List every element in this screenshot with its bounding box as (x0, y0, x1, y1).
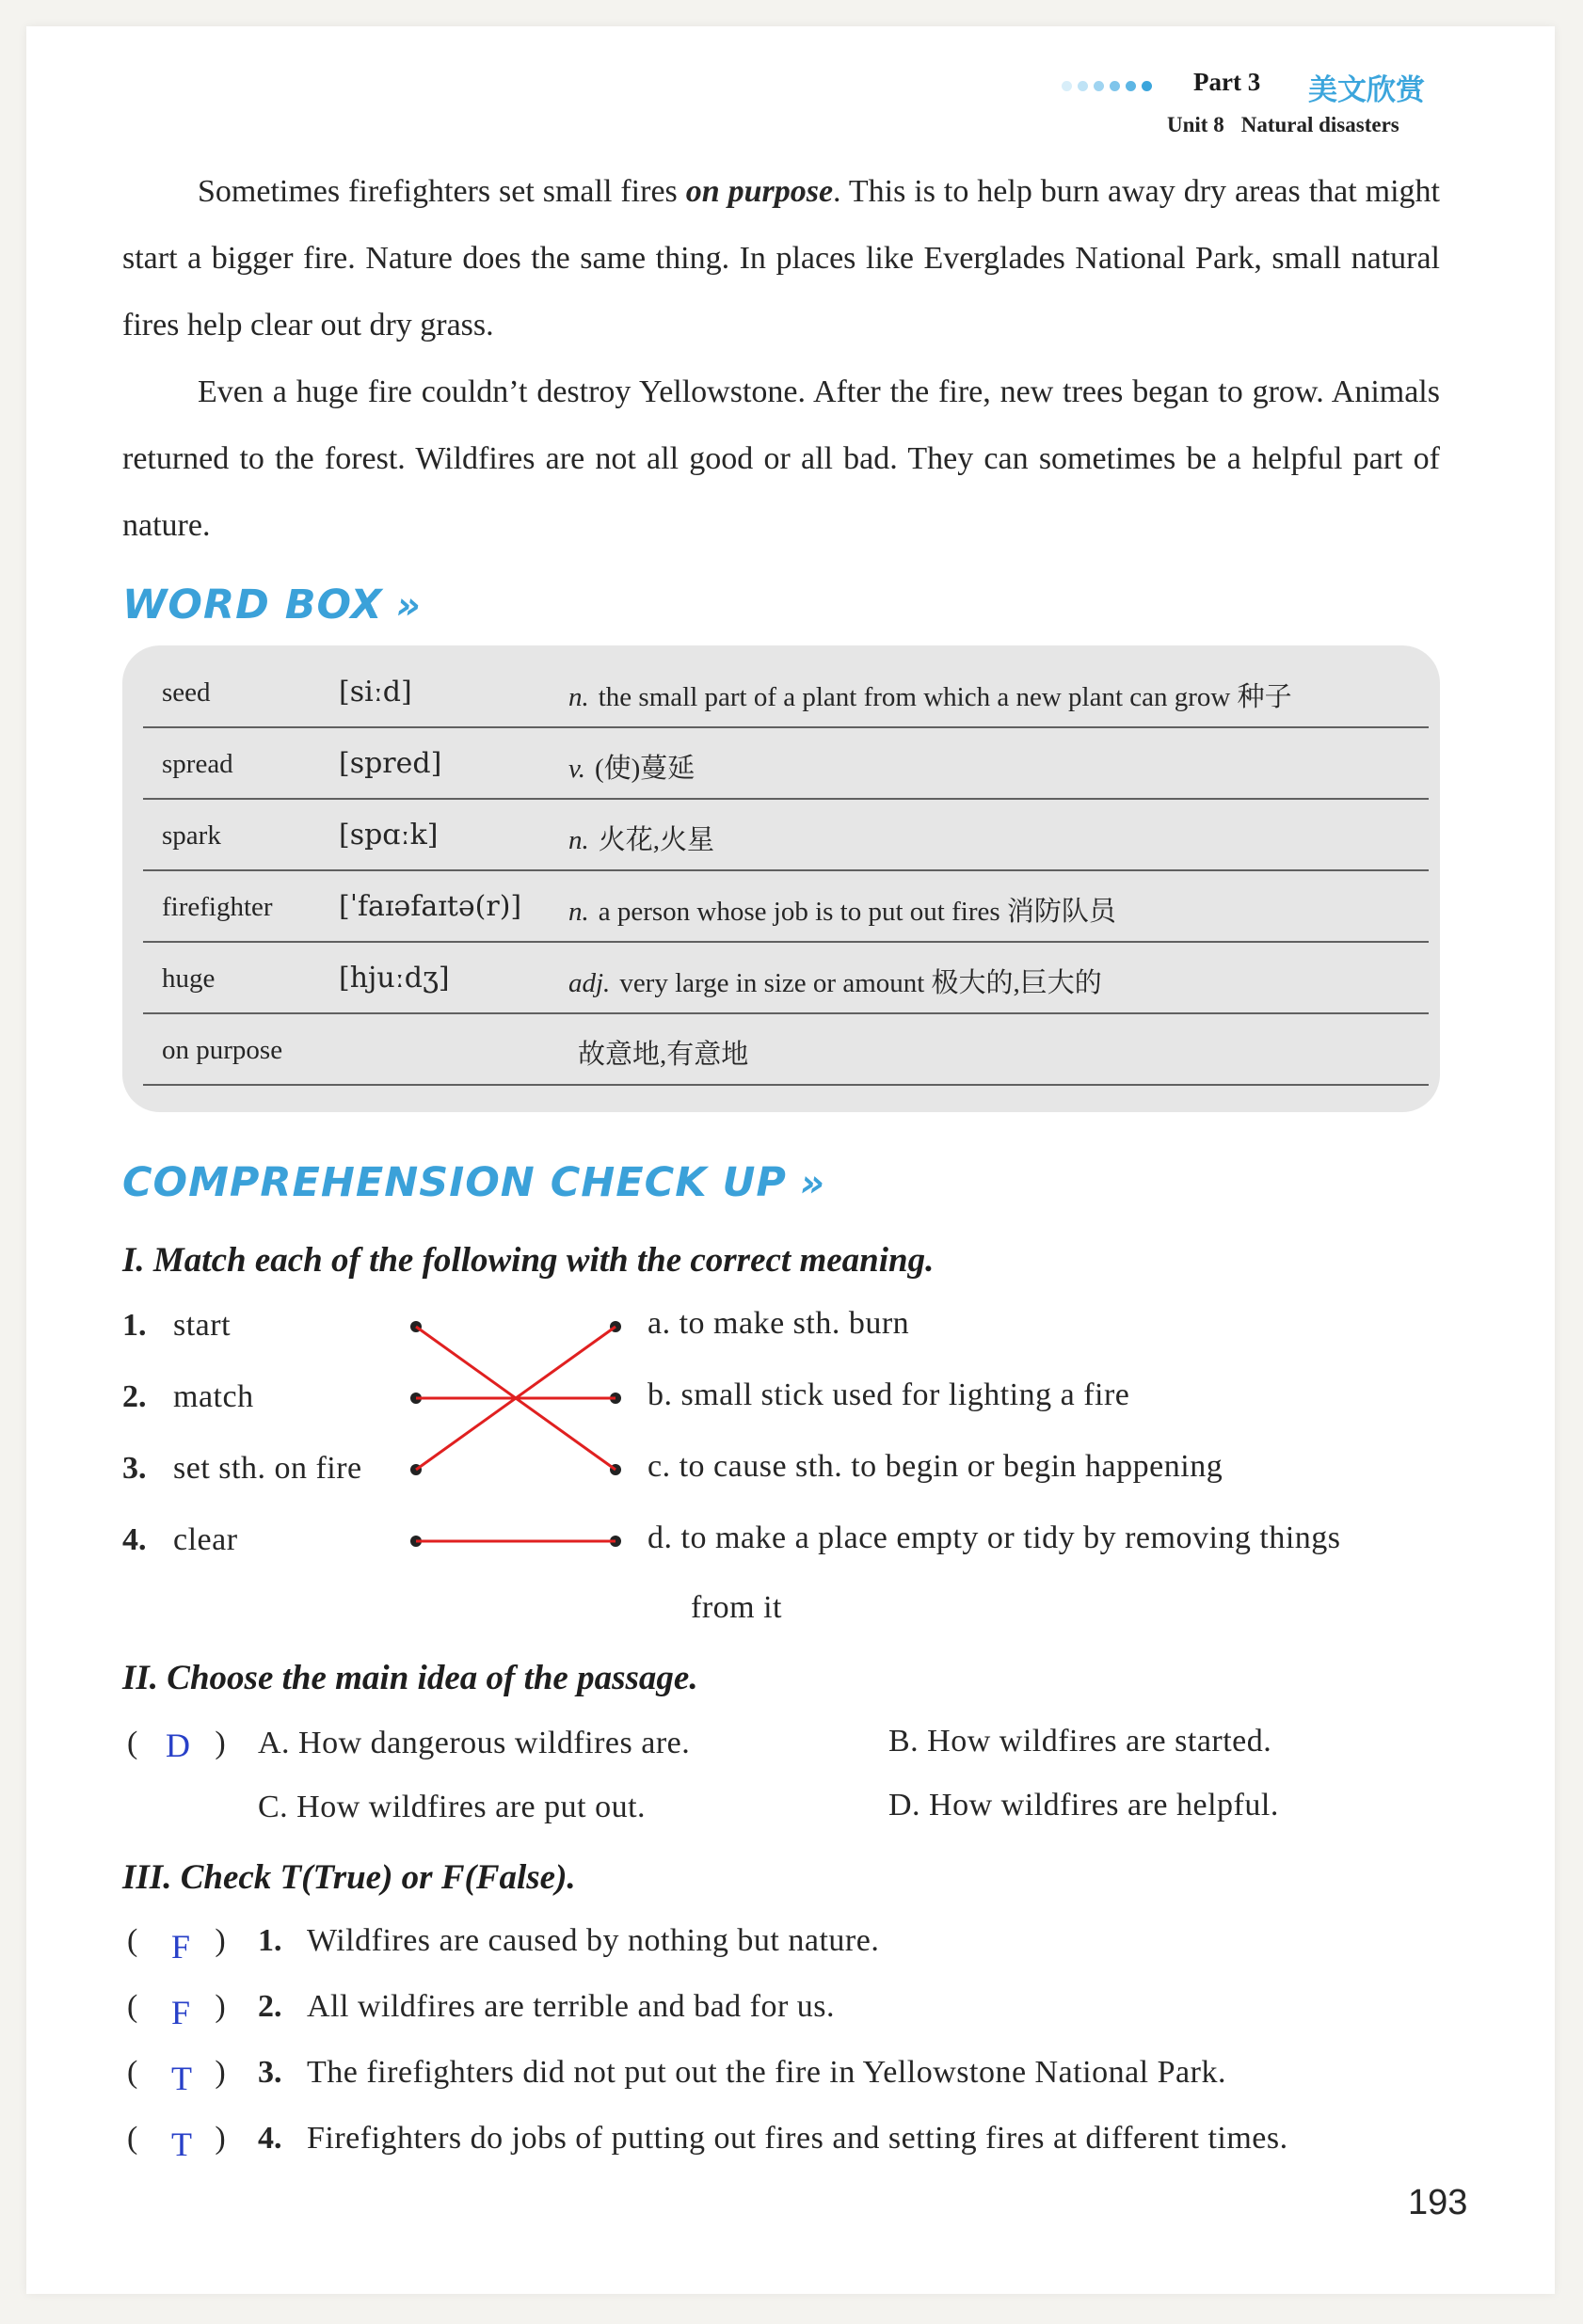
word: firefighter (162, 892, 273, 922)
option: D. How wildfires are helpful. (888, 1788, 1279, 1823)
phonetic: [siːd] (339, 676, 412, 708)
header-unit-label: Unit 8 (1167, 113, 1224, 136)
item-num: 1. (258, 1923, 282, 1958)
part-of-speech: adj. (568, 968, 611, 998)
item-num: 2. (258, 1989, 282, 2024)
answer-mark: T (171, 2060, 192, 2097)
answer-paren: ( ) (127, 2055, 226, 2090)
chevron-right-icon: » (395, 584, 422, 628)
part3-heading: III. Check T(True) or F(False). (122, 1858, 576, 1897)
page-number: 193 (1408, 2183, 1468, 2222)
item-text: All wildfires are terrible and bad for us. (307, 1989, 836, 2024)
comprehension-title-text: COMPREHENSION CHECK UP (122, 1159, 787, 1206)
part1-heading: I. Match each of the following with the correct meaning. (122, 1241, 935, 1280)
part-of-speech: v. (568, 754, 585, 784)
word: huge (162, 963, 216, 994)
chevron-right-icon: » (799, 1162, 825, 1205)
word: on purpose (162, 1035, 283, 1065)
item-text: Wildfires are caused by nothing but nature. (307, 1923, 880, 1958)
answer-paren: ( ) (127, 1923, 226, 1958)
part-of-speech: n. (568, 825, 589, 855)
passage-paragraph-2: Even a huge fire couldn’t destroy Yellowstone. After the fire, new trees began to grow. Animals returned to the forest. Wildfires are not all good or all bad. They can sometimes be a helpful part of nature. (122, 374, 1440, 543)
answer-paren: ( ) (127, 2121, 226, 2156)
definition-text: the small part of a plant from which a new plant can grow 种子 (598, 682, 1292, 712)
header-part-cn: 美文欣赏 (1308, 73, 1425, 107)
phonetic: [ˈfaɪəfaɪtə(r)] (339, 890, 522, 923)
match-left-num: 2. (122, 1379, 147, 1414)
word: seed (162, 677, 211, 708)
match-left-text: match (173, 1379, 254, 1414)
p1-text-b: . This is to help burn away dry areas that might start a bigger fire. Nature does the same thing. In places like Everglades National Park, small natural fires help clear out dry grass. (122, 174, 1441, 342)
part-of-speech: n. (568, 897, 589, 927)
word: spark (162, 820, 221, 851)
answer-mark: T (171, 2125, 192, 2163)
phonetic: [spɑːk] (339, 819, 439, 852)
word-box-title-text: WORD BOX (122, 581, 383, 629)
match-right-text: b. small stick used for lighting a fire (648, 1377, 1130, 1412)
definition-text: 火花,火星 (598, 825, 715, 855)
option: C. How wildfires are put out. (258, 1790, 647, 1824)
item-text: Firefighters do jobs of putting out fires and setting fires at different times. (307, 2121, 1288, 2156)
item-num: 4. (258, 2121, 282, 2156)
match-left-num: 4. (122, 1522, 147, 1557)
definition-text: a person whose job is to put out fires 消防队员 (598, 897, 1116, 927)
p1-text-a: Sometimes firefighters set small fires (198, 174, 686, 209)
answer-mark: F (171, 1928, 191, 1966)
p1-emphasis: on purpose (685, 174, 834, 209)
option: A. How dangerous wildfires are. (258, 1726, 691, 1760)
option: B. How wildfires are started. (888, 1724, 1272, 1759)
definition-text: very large in size or amount 极大的,巨大的 (619, 968, 1102, 998)
part2-heading: II. Choose the main idea of the passage. (122, 1659, 698, 1697)
item-text: The firefighters did not put out the fire in Yellowstone National Park. (307, 2055, 1226, 2090)
word: spread (162, 749, 233, 779)
definition-text: (使)蔓延 (594, 754, 696, 784)
definition-text: 故意地,有意地 (578, 1040, 749, 1070)
header-unit-title: Natural disasters (1240, 113, 1399, 136)
answer-mark: F (171, 1994, 191, 2031)
match-right-continuation: from it (691, 1590, 782, 1625)
match-right-text: c. to cause sth. to begin or begin happening (648, 1449, 1223, 1484)
match-left-text: start (173, 1308, 232, 1343)
match-left-num: 1. (122, 1308, 147, 1343)
phonetic: [hjuːdʒ] (339, 962, 450, 995)
match-left-num: 3. (122, 1451, 147, 1486)
answer-paren: ( ) (127, 1726, 226, 1760)
match-left-text: set sth. on fire (173, 1451, 362, 1486)
match-right-text: a. to make sth. burn (648, 1306, 910, 1341)
match-right-text: d. to make a place empty or tidy by removing things (648, 1520, 1341, 1555)
match-left-text: clear (173, 1522, 238, 1557)
part-of-speech: n. (568, 682, 589, 712)
answer-mark: D (166, 1727, 190, 1764)
phonetic: [spred] (339, 747, 442, 780)
answer-paren: ( ) (127, 1989, 226, 2024)
item-num: 3. (258, 2055, 282, 2090)
header-part: Part 3 (1193, 68, 1261, 96)
